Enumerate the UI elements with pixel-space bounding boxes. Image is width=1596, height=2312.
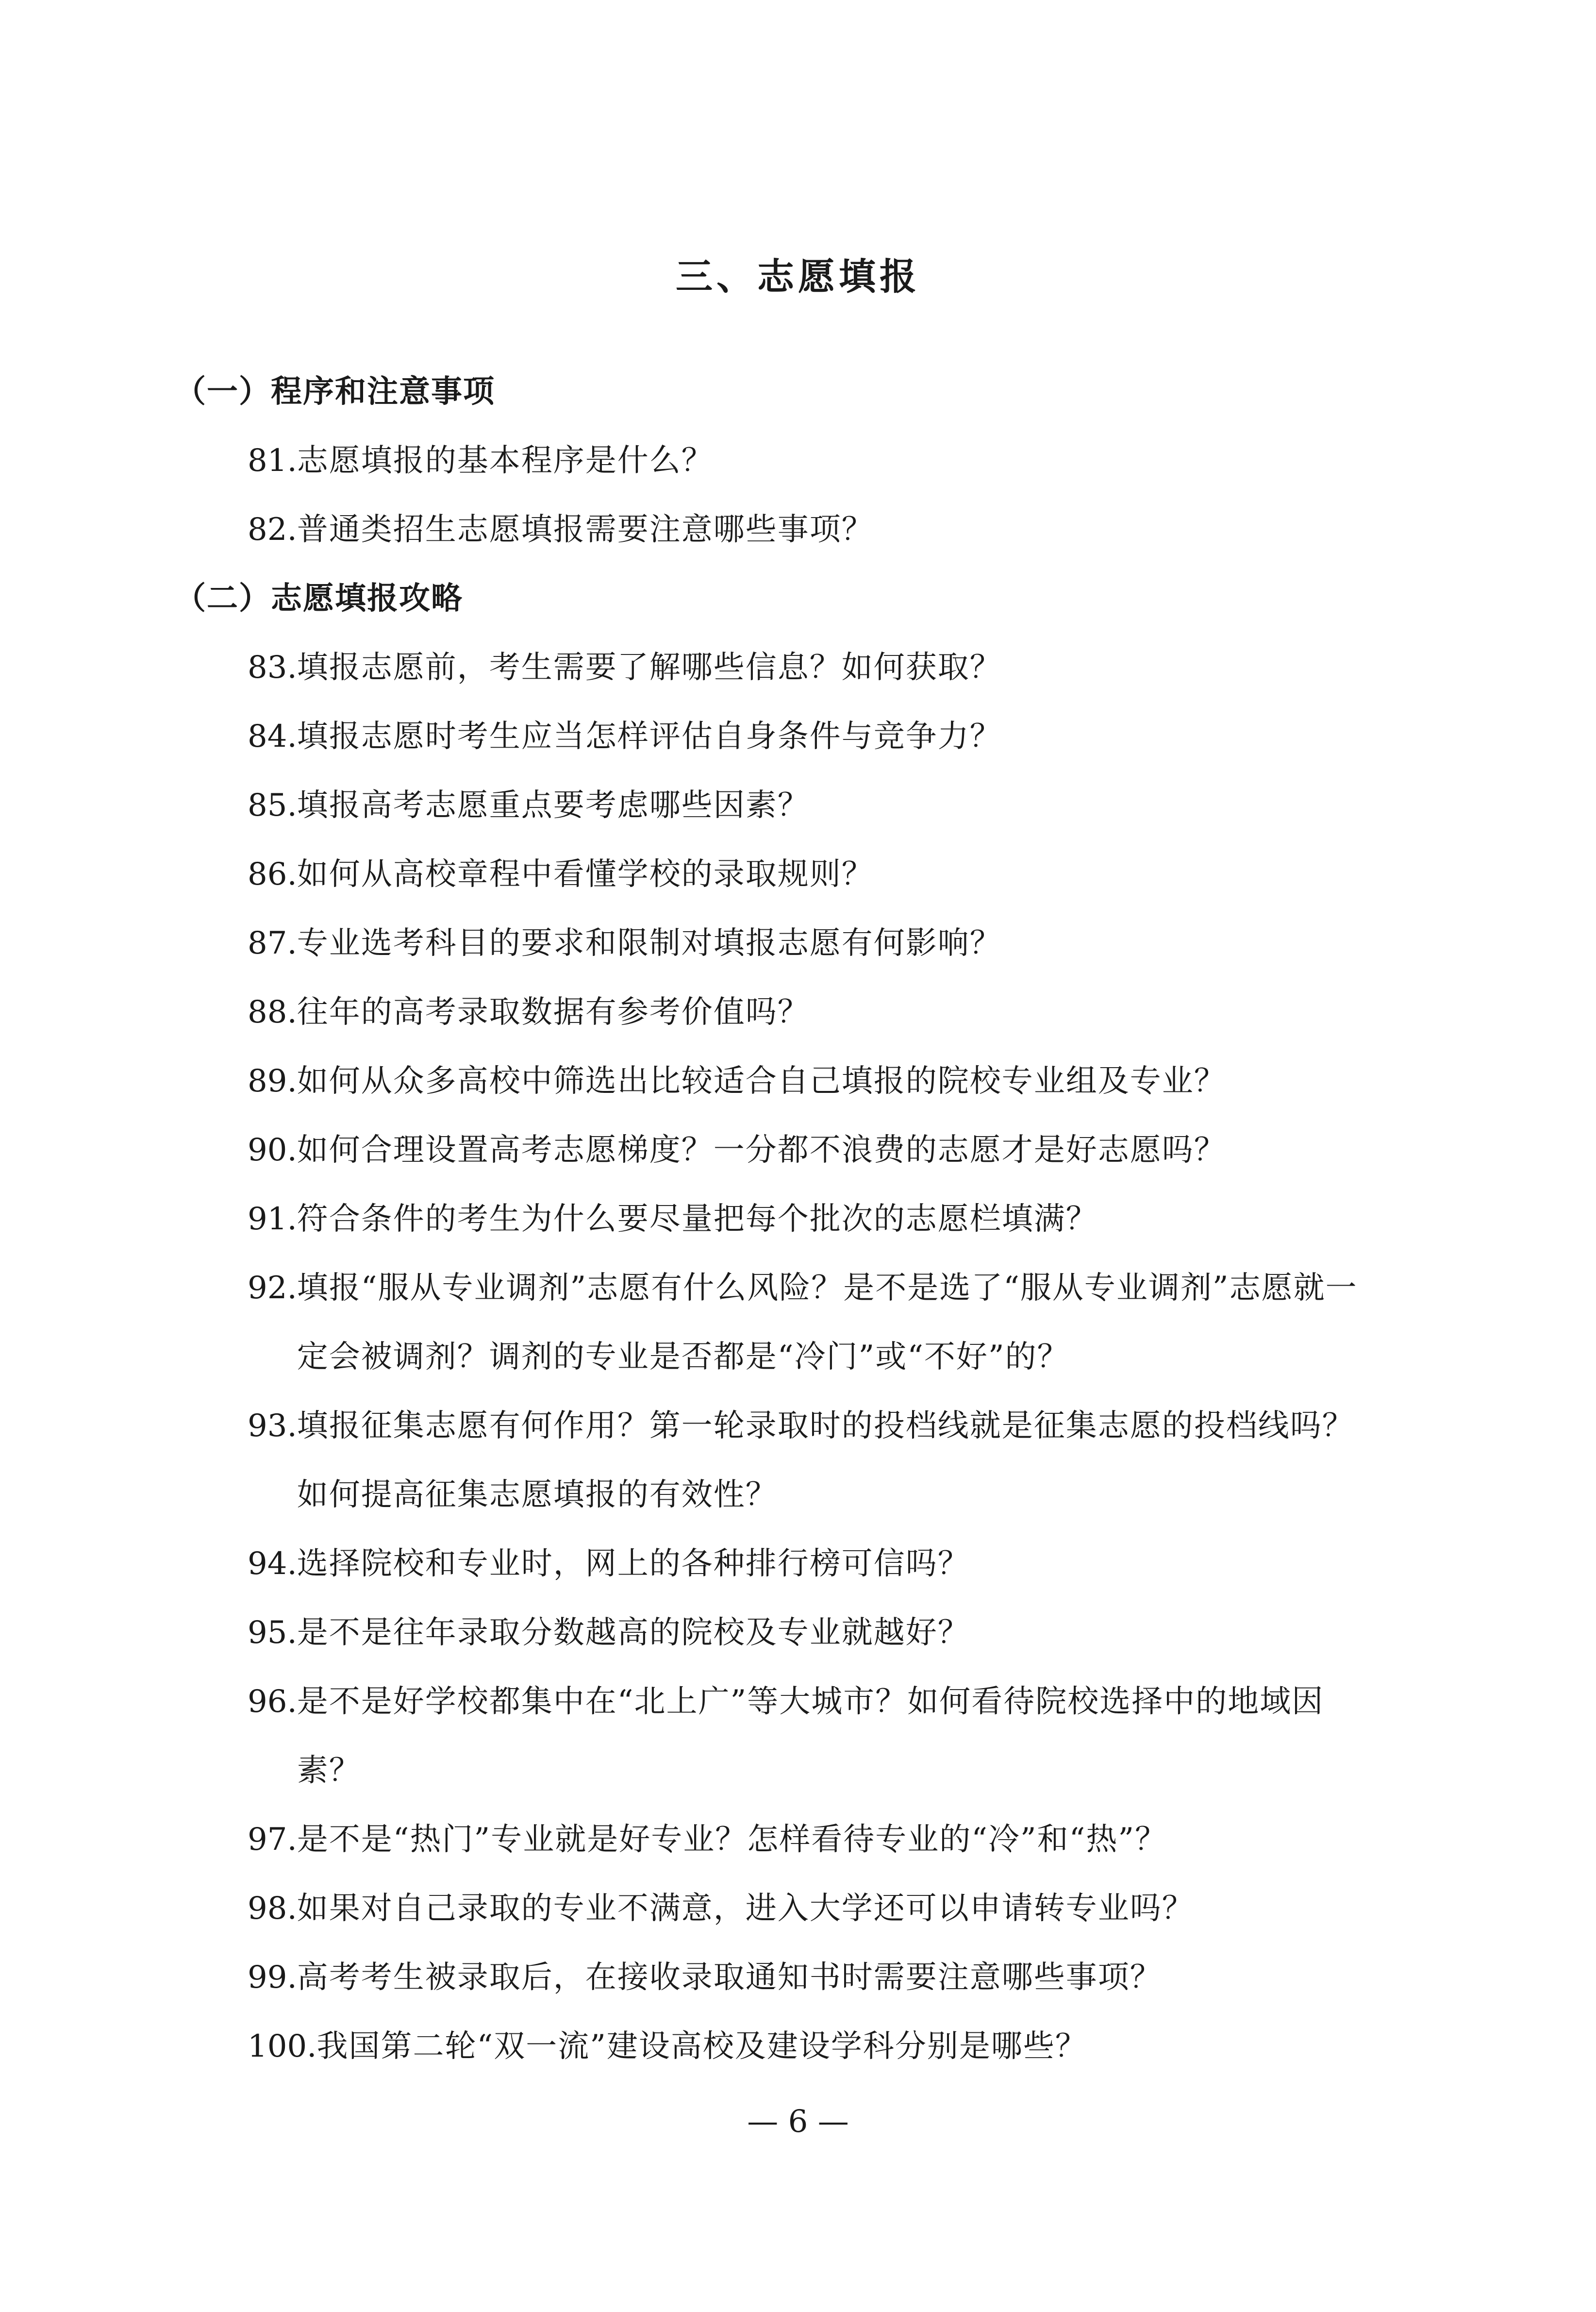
question-number: 99. bbox=[248, 1960, 297, 1995]
question-list bbox=[175, 357, 1379, 2081]
question-item bbox=[248, 1667, 1379, 1805]
question-text: 如何从高校章程中看懂学校的录取规则？ bbox=[297, 856, 874, 892]
question-number: 89. bbox=[248, 1063, 297, 1099]
question-number: 82. bbox=[248, 512, 297, 548]
question-text: 填报志愿时考生应当怎样评估自身条件与竞争力？ bbox=[297, 719, 1002, 754]
question-text: 是不是往年录取分数越高的院校及专业就越好？ bbox=[297, 1615, 970, 1651]
question-text: 填报志愿前，考生需要了解哪些信息？如何获取？ bbox=[297, 650, 1002, 686]
question-number: 85. bbox=[248, 787, 297, 823]
question-text: 高考考生被录取后，在接收录取通知书时需要注意哪些事项？ bbox=[297, 1960, 1162, 1995]
question-item bbox=[248, 840, 1379, 909]
question-text: 选择院校和专业时，网上的各种排行榜可信吗？ bbox=[297, 1546, 970, 1582]
question-number: 93. bbox=[248, 1408, 297, 1444]
question-number: 95. bbox=[248, 1615, 297, 1651]
question-text: 是不是好学校都集中在“北上广”等大城市？如何看待院校选择中的地域因素？ bbox=[297, 1684, 1324, 1789]
question-item bbox=[248, 1391, 1379, 1529]
question-text: 专业选考科目的要求和限制对填报志愿有何影响？ bbox=[297, 925, 1002, 961]
question-item bbox=[248, 909, 1379, 978]
question-number: 96. bbox=[248, 1684, 297, 1720]
question-item bbox=[248, 1254, 1379, 1391]
question-item bbox=[248, 1943, 1379, 2012]
section-heading: （二）志愿填报攻略 bbox=[175, 581, 463, 617]
question-item bbox=[248, 426, 1379, 495]
question-item bbox=[248, 1874, 1379, 1943]
question-number: 94. bbox=[248, 1546, 297, 1582]
question-item bbox=[248, 1047, 1379, 1116]
question-item bbox=[248, 1529, 1379, 1598]
question-text: 填报高考志愿重点要考虑哪些因素？ bbox=[297, 787, 810, 823]
question-text: 是不是“热门”专业就是好专业？怎样看待专业的“冷”和“热”？ bbox=[297, 1822, 1167, 1858]
question-item bbox=[248, 771, 1379, 840]
question-item bbox=[248, 1598, 1379, 1667]
question-item bbox=[248, 2012, 1379, 2081]
question-number: 97. bbox=[248, 1822, 297, 1858]
question-number: 86. bbox=[248, 856, 297, 892]
question-text: 如何合理设置高考志愿梯度？一分都不浪费的志愿才是好志愿吗？ bbox=[297, 1132, 1226, 1168]
question-number: 91. bbox=[248, 1201, 297, 1237]
question-text: 普通类招生志愿填报需要注意哪些事项？ bbox=[297, 512, 874, 548]
question-item bbox=[248, 702, 1379, 771]
question-text: 填报“服从专业调剂”志愿有什么风险？是不是选了“服从专业调剂”志愿就一定会被调剂？调剂的专业是否都是“冷门”或“不好”的？ bbox=[297, 1270, 1358, 1375]
question-item bbox=[248, 495, 1379, 564]
question-text: 如果对自己录取的专业不满意，进入大学还可以申请转专业吗？ bbox=[297, 1891, 1194, 1927]
question-number: 90. bbox=[248, 1132, 297, 1168]
question-text: 如何从众多高校中筛选出比较适合自己填报的院校专业组及专业？ bbox=[297, 1063, 1226, 1099]
section-heading: （一）程序和注意事项 bbox=[175, 374, 495, 410]
question-text: 填报征集志愿有何作用？第一轮录取时的投档线就是征集志愿的投档线吗？如何提高征集志愿填报的有效性？ bbox=[297, 1408, 1354, 1513]
question-number: 81. bbox=[248, 443, 297, 479]
question-item bbox=[248, 1185, 1379, 1254]
question-item bbox=[248, 1116, 1379, 1185]
question-item bbox=[248, 978, 1379, 1047]
question-item bbox=[248, 633, 1379, 702]
question-text: 符合条件的考生为什么要尽量把每个批次的志愿栏填满？ bbox=[297, 1201, 1098, 1237]
question-number: 92. bbox=[248, 1270, 297, 1306]
question-number: 83. bbox=[248, 650, 297, 686]
question-text: 我国第二轮“双一流”建设高校及建设学科分别是哪些？ bbox=[316, 2028, 1087, 2064]
page-title: 三、志愿填报 bbox=[676, 255, 920, 298]
question-number: 84. bbox=[248, 719, 297, 754]
question-text: 往年的高考录取数据有参考价值吗？ bbox=[297, 994, 810, 1030]
question-number: 100. bbox=[248, 2028, 317, 2064]
question-number: 98. bbox=[248, 1891, 297, 1927]
question-number: 88. bbox=[248, 994, 297, 1030]
question-text: 志愿填报的基本程序是什么？ bbox=[297, 443, 714, 479]
question-item bbox=[248, 1805, 1379, 1874]
question-number: 87. bbox=[248, 925, 297, 961]
page-number: — 6 — bbox=[747, 2104, 849, 2140]
